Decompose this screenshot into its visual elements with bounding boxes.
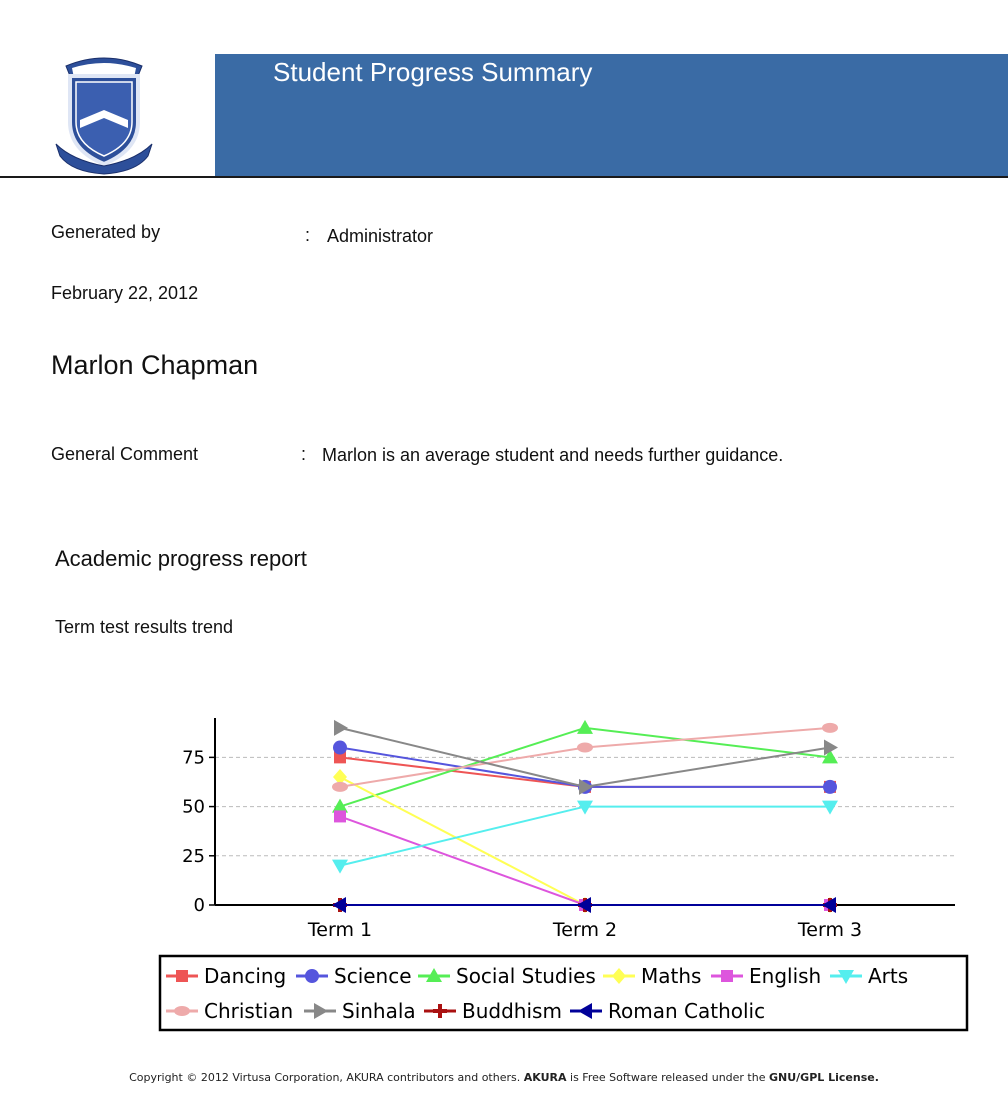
- data-point-sinhala: [334, 720, 348, 736]
- series-line-english: [340, 816, 830, 905]
- data-point-science: [333, 741, 347, 755]
- footer-copyright: [0, 1071, 1008, 1084]
- footer-middle: is Free Software released under the: [570, 1071, 766, 1084]
- legend-label-arts: Arts: [868, 964, 909, 988]
- y-tick-label: 50: [182, 796, 205, 818]
- header-divider: [0, 176, 1008, 178]
- x-tick-label: Term 1: [307, 919, 373, 941]
- general-comment-label: General Comment: [51, 444, 199, 464]
- generated-by-colon: :: [305, 225, 311, 245]
- data-point-english: [334, 810, 346, 822]
- y-tick-label: 75: [182, 747, 205, 769]
- legend-marker-science: [305, 969, 319, 983]
- x-tick-label: Term 2: [552, 919, 618, 941]
- student-name: Marlon Chapman: [51, 350, 259, 380]
- report-date: February 22, 2012: [51, 283, 199, 303]
- data-point-christian: [822, 723, 838, 733]
- legend-label-buddhism: Buddhism: [462, 999, 562, 1023]
- data-point-christian: [332, 782, 348, 792]
- data-point-arts: [822, 801, 838, 815]
- data-point-science: [823, 780, 837, 794]
- legend-label-roman-catholic: Roman Catholic: [608, 999, 766, 1023]
- data-point-social-studies: [577, 720, 593, 734]
- term-results-chart: [0, 690, 1008, 1035]
- legend-label-dancing: Dancing: [204, 964, 287, 988]
- legend-label-sinhala: Sinhala: [342, 999, 416, 1023]
- legend-label-english: English: [749, 964, 822, 988]
- chart-title: Term test results trend: [55, 617, 234, 637]
- generated-by-value: Administrator: [327, 226, 434, 246]
- legend-marker-christian: [174, 1006, 190, 1016]
- school-logo: [52, 52, 156, 176]
- legend-marker-english: [721, 970, 733, 982]
- legend-label-maths: Maths: [641, 964, 702, 988]
- series-line-maths: [340, 777, 830, 905]
- footer-license: GNU/GPL License.: [768, 1071, 879, 1084]
- footer-brand: AKURA: [523, 1071, 567, 1084]
- data-point-arts: [332, 860, 348, 874]
- page-title: Student Progress Summary: [273, 57, 593, 87]
- data-point-christian: [577, 743, 593, 753]
- x-tick-label: Term 3: [797, 919, 863, 941]
- generated-by-label: Generated by: [51, 222, 161, 242]
- legend-label-christian: Christian: [204, 999, 294, 1023]
- footer-prefix: Copyright © 2012 Virtusa Corporation, AKURA contributors and others.: [129, 1071, 521, 1084]
- legend-label-science: Science: [334, 964, 412, 988]
- y-tick-label: 25: [182, 845, 205, 867]
- general-comment-colon: :: [301, 444, 307, 464]
- section-title: Academic progress report: [55, 546, 307, 571]
- legend-marker-dancing: [176, 970, 188, 982]
- general-comment-value: Marlon is an average student and needs further guidance.: [322, 445, 784, 465]
- legend-label-social-studies: Social Studies: [456, 964, 596, 988]
- y-tick-label: 0: [193, 895, 205, 916]
